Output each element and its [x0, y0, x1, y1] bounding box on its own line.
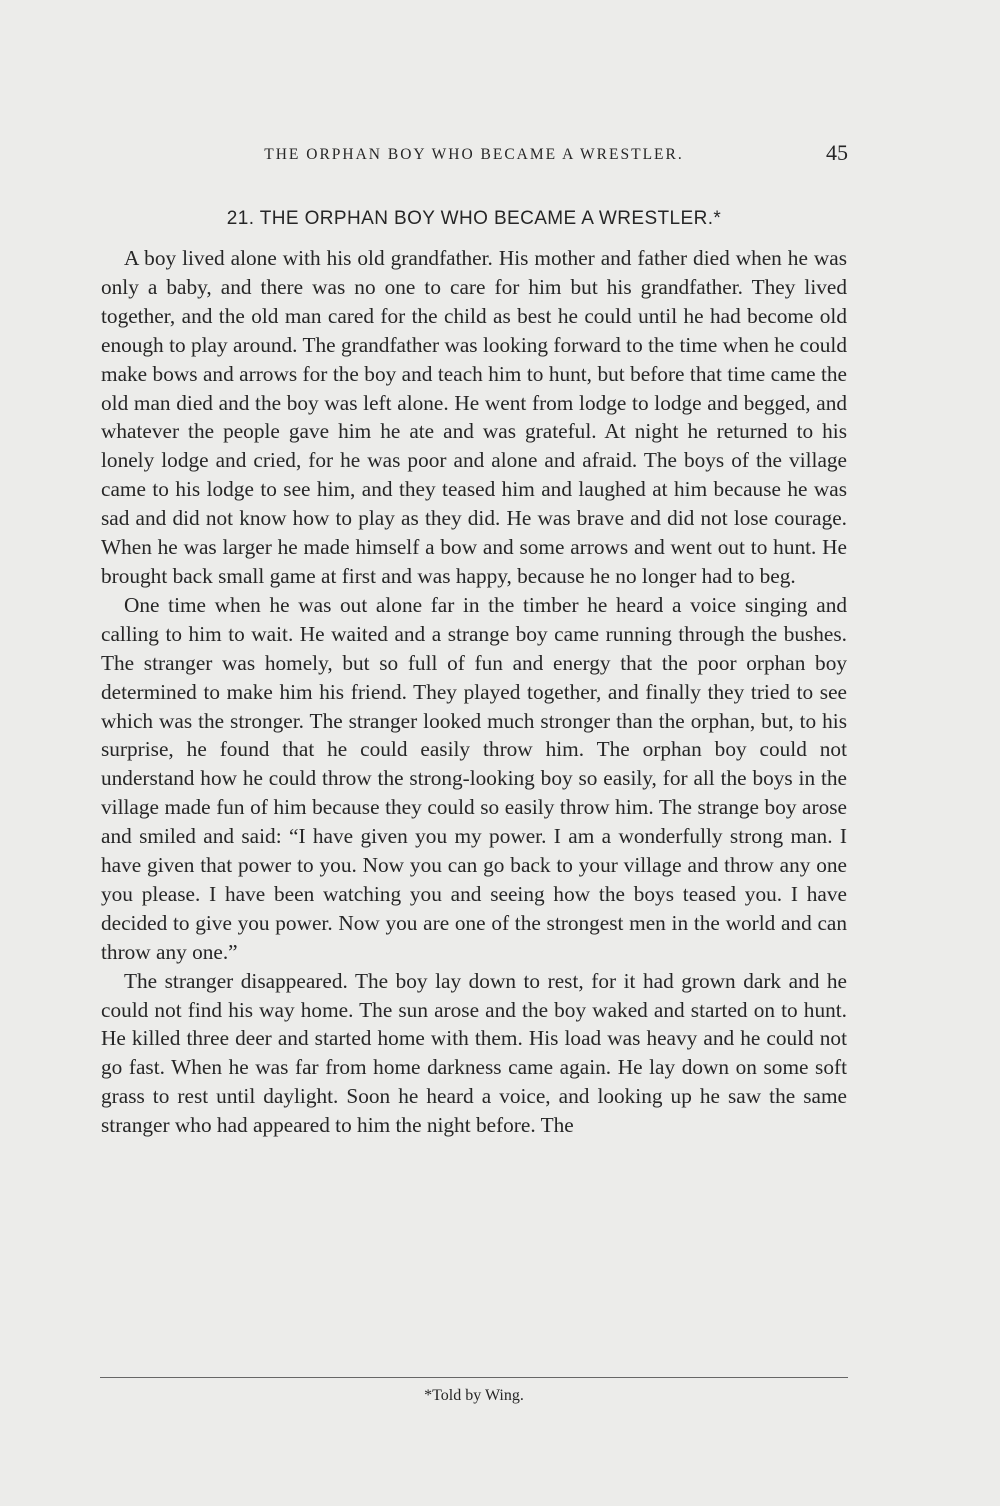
paragraph-2: One time when he was out alone far in the timber he heard a voice singing and calling to him to wait. He waited and a strange boy came running through the bushes. The stranger was homely, but so full of fun and energy that the poor orphan boy determined to make him his friend. They played together, and finally they tried to see which was the stronger. The stranger looked much stronger than the orphan, but, to his surprise, he found that he could easily throw him. The orphan boy could not understand how he could throw the strong-looking boy so easily, for all the boys in the village made fun of him because they could so easily throw him. The strange boy arose and smiled and said: “I have given you my power. I am a wonderfully strong man. I have given that power to you. Now you can go back to your village and throw any one you please. I have been watching you and seeing how the boys teased you. I have decided to give you power. Now you are one of the strongest men in the world and can throw any one.”	[101, 592, 847, 964]
paragraph-3: The stranger disappeared. The boy lay down to rest, for it had grown dark and he could not find his way home. The sun arose and the boy waked and started on to hunt. He killed three deer and started home with them. His load was heavy and he could not go fast. When he was far from home darkness came again. He lay down on some soft grass to rest until daylight. Soon he heard a voice, and looking up he saw the same stranger who had appeared to him the night before. The	[101, 968, 847, 1138]
paragraph-1: A boy lived alone with his old grandfather. His mother and father died when he was only a baby, and there was no one to care for him but his grandfather. They lived together, and the old man cared for the child as best he could until he had become old enough to play around. The grandfather was looking forward to the time when he could make bows and arrows for the boy and teach him to hunt, but before that time came the old man died and the boy was left alone. He went from lodge to lodge and begged, and whatever the people gave him he ate and was grateful. At night he returned to his lonely lodge and cried, for he was poor and alone and afraid. The boys of the village came to his lodge to see him, and they teased him and laughed at him because he was sad and did not know how to play as they did. He was brave and did not lose courage. When he was larger he made himself a bow and some arrows and went out to hunt. He brought back small game at first and was happy, because he no longer had to beg.	[101, 246, 847, 588]
running-head	[100, 140, 848, 170]
footnote: *Told by Wing.	[424, 1387, 524, 1404]
story-body	[101, 244, 847, 1140]
story-title: 21. THE ORPHAN BOY WHO BECAME A WRESTLER.*	[226, 208, 722, 229]
page-number: 45	[826, 140, 848, 165]
running-title: THE ORPHAN BOY WHO BECAME A WRESTLER.	[264, 146, 684, 163]
footnote-rule	[100, 1377, 848, 1378]
